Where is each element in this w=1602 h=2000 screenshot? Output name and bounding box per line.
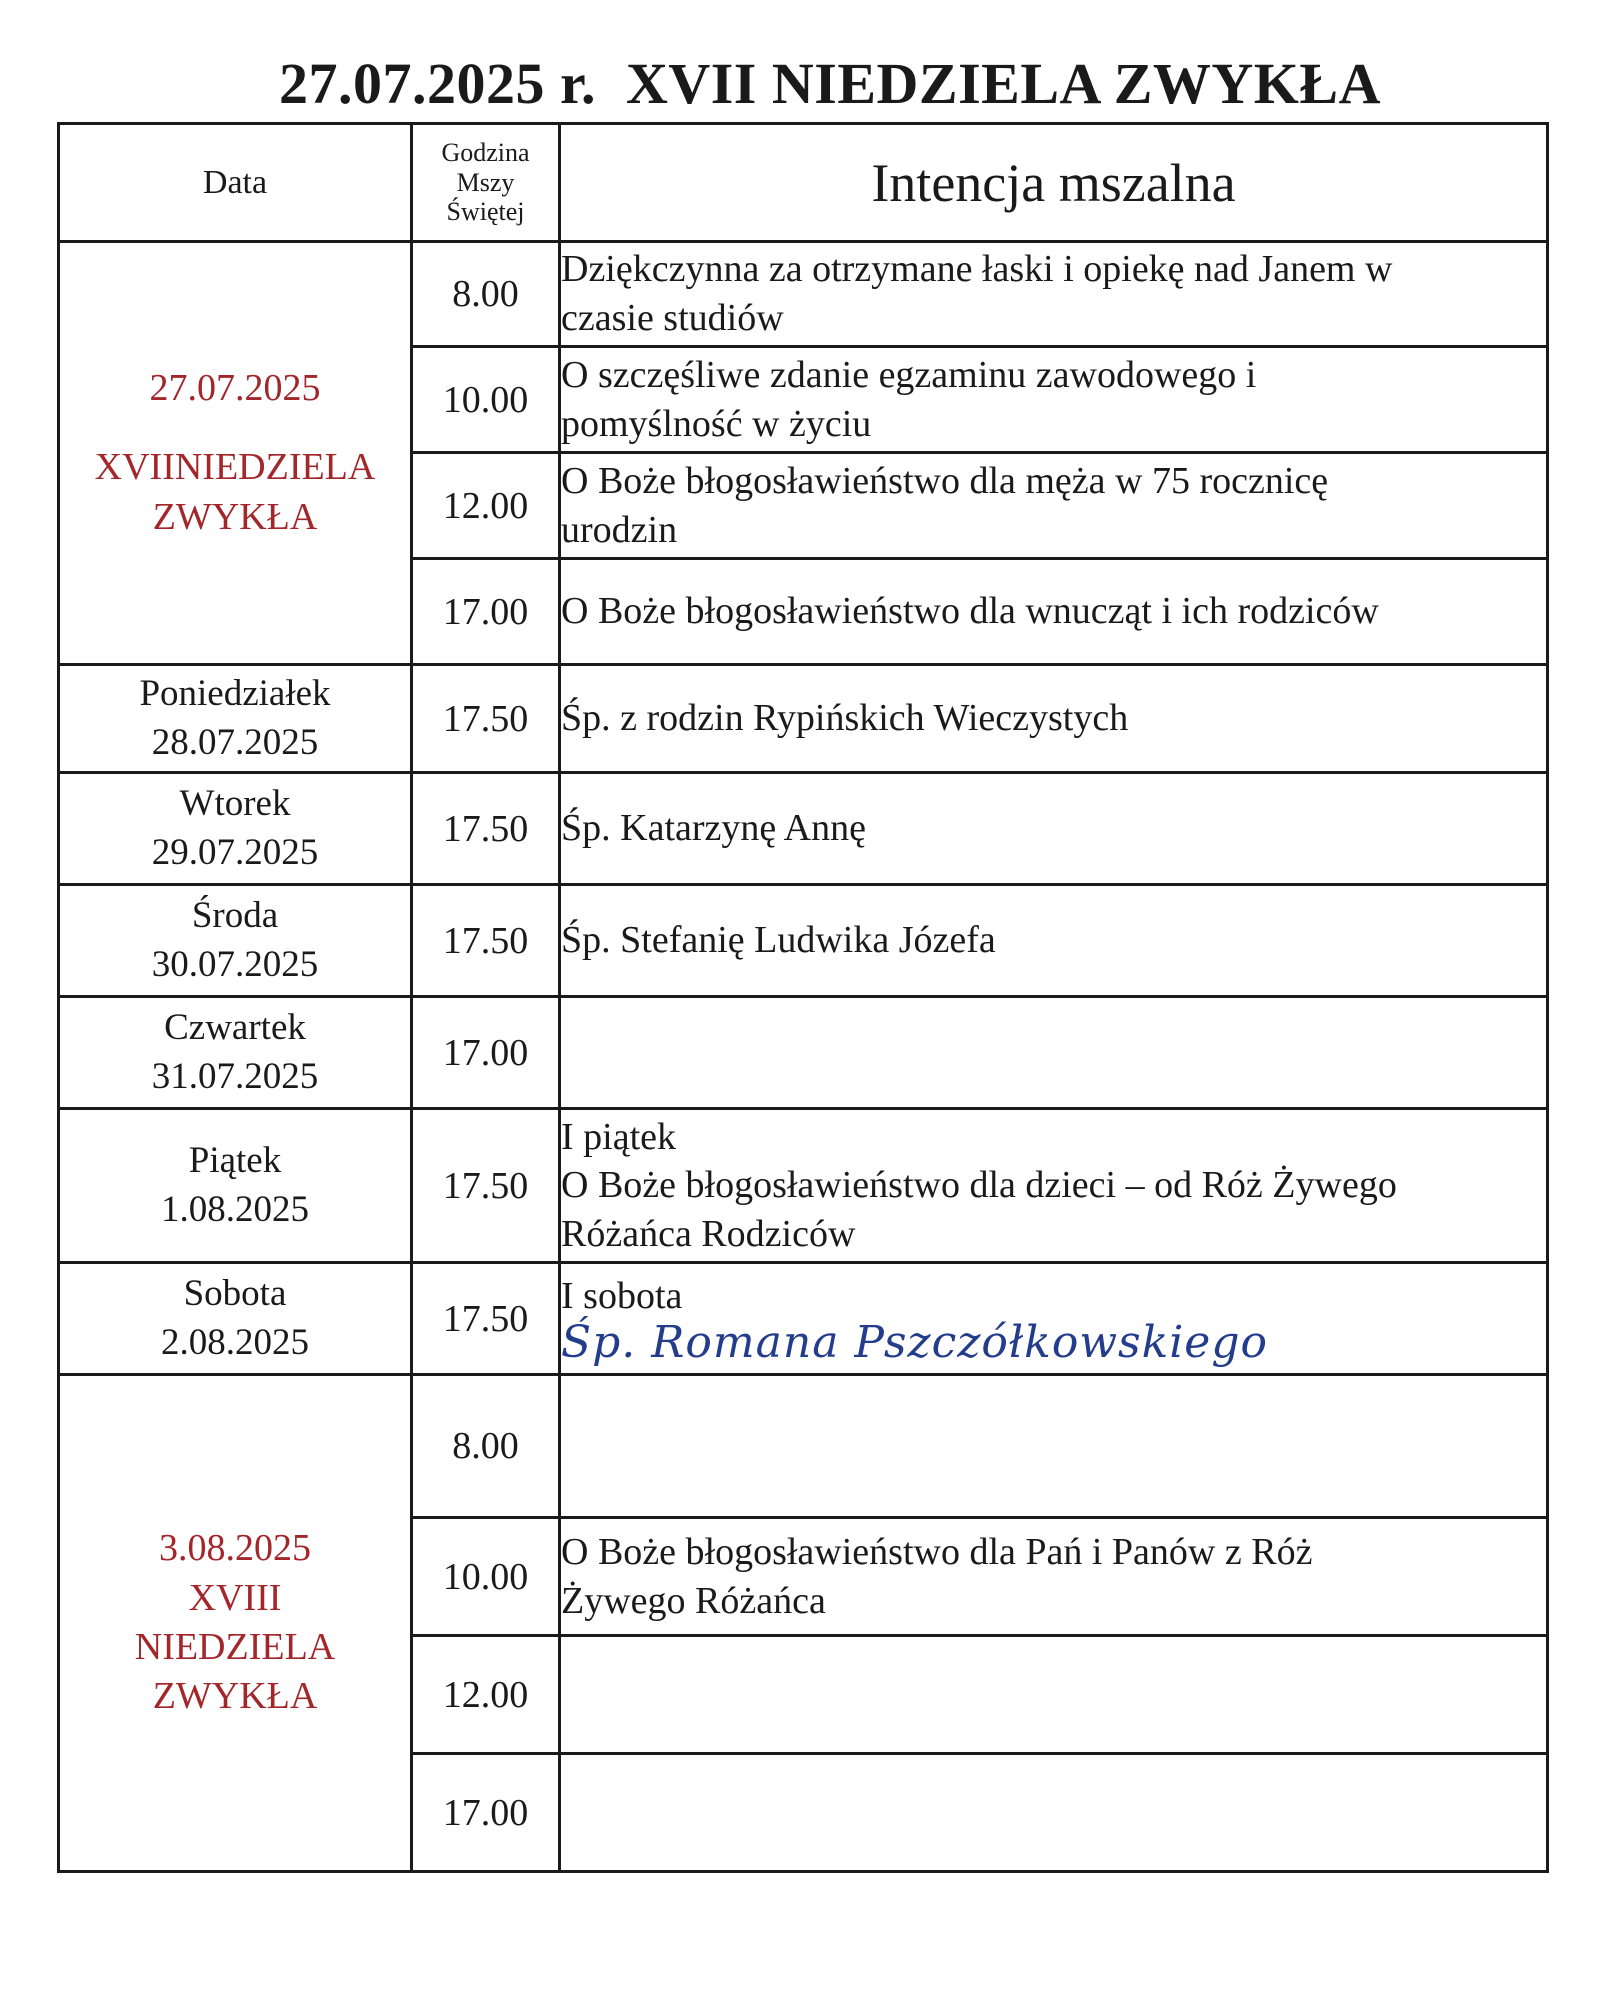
- table-row: [59, 773, 1548, 885]
- mass-time: 8.00: [412, 242, 560, 347]
- header-time-line: Godzina: [441, 137, 530, 167]
- date-line: Czwartek: [164, 1007, 306, 1049]
- mass-time: 10.00: [412, 1518, 560, 1636]
- intention-line: pomyślność w życiu: [561, 402, 872, 445]
- date-cell: [59, 665, 412, 773]
- intention-cell: [560, 347, 1548, 453]
- date-line: 29.07.2025: [151, 831, 319, 873]
- intention-cell: [560, 1109, 1548, 1263]
- table-row: [59, 1375, 1548, 1518]
- intention-cell: [560, 997, 1548, 1109]
- date-line: Wtorek: [179, 783, 291, 825]
- table-row: [59, 1109, 1548, 1263]
- date-cell: [59, 1375, 412, 1872]
- page-title: 27.07.2025 r. XVII NIEDZIELA ZWYKŁA: [279, 51, 1381, 116]
- mass-time: 17.50: [412, 773, 560, 885]
- intention-line: O Boże błogosławieństwo dla męża w 75 rocznicę: [561, 459, 1329, 502]
- intention-line: O Boże błogosławieństwo dla wnucząt i ich rodziców: [561, 590, 1379, 633]
- mass-time: 17.50: [412, 885, 560, 997]
- date-line: 28.07.2025: [151, 721, 319, 763]
- date-line: 31.07.2025: [151, 1055, 319, 1097]
- date-line: XVIII: [188, 1576, 282, 1619]
- intention-cell: [560, 453, 1548, 559]
- date-line: 3.08.2025: [159, 1527, 311, 1570]
- intention-line: Śp. z rodzin Rypińskich Wieczystych: [561, 697, 1129, 740]
- intention-cell: [560, 242, 1548, 347]
- intention-cell: [560, 1518, 1548, 1636]
- table-row: [59, 242, 1548, 347]
- date-line: 30.07.2025: [151, 943, 319, 985]
- date-cell: [59, 242, 412, 665]
- intention-cell: [560, 1754, 1548, 1872]
- date-line: 2.08.2025: [161, 1321, 309, 1363]
- intention-line: urodzin: [561, 508, 678, 551]
- date-line: Środa: [191, 895, 279, 937]
- date-cell: [59, 773, 412, 885]
- intention-line: Śp. Stefanię Ludwika Józefa: [561, 919, 996, 962]
- table-row: [59, 885, 1548, 997]
- header-time-line: Mszy: [456, 167, 515, 197]
- date-cell: [59, 885, 412, 997]
- intention-line: czasie studiów: [561, 297, 784, 339]
- intention-line: Śp. Katarzynę Annę: [561, 807, 866, 850]
- date-line: Sobota: [183, 1273, 287, 1315]
- intention-cell: [560, 1263, 1548, 1375]
- table-row: [59, 1263, 1548, 1375]
- date-line: Piątek: [188, 1140, 282, 1182]
- intention-cell: [560, 559, 1548, 665]
- intention-cell: [560, 665, 1548, 773]
- mass-time: 12.00: [412, 1636, 560, 1754]
- header-time: [412, 124, 560, 242]
- mass-schedule-table: [57, 122, 1549, 1873]
- date-line: 27.07.2025: [149, 366, 321, 409]
- date-line: ZWYKŁA: [152, 1675, 318, 1718]
- intention-line: Różańca Rodziców: [561, 1212, 856, 1255]
- handwritten-intention: Śp. Romana Pszczółkowskiego: [561, 1316, 1269, 1368]
- date-line: Poniedziałek: [139, 673, 331, 715]
- mass-time: 17.50: [412, 1263, 560, 1375]
- header-intention: Intencja mszalna: [560, 124, 1548, 242]
- mass-time: 17.50: [412, 1109, 560, 1263]
- intention-cell: [560, 773, 1548, 885]
- table-row: [59, 665, 1548, 773]
- date-cell: [59, 1263, 412, 1375]
- intention-line: Dziękczynna za otrzymane łaski i opiekę nad Janem w: [561, 248, 1393, 291]
- table-row: [59, 997, 1548, 1109]
- mass-time: 17.00: [412, 997, 560, 1109]
- intention-line: O szczęśliwe zdanie egzaminu zawodowego i: [561, 353, 1257, 396]
- intention-line: I piątek: [561, 1115, 677, 1158]
- mass-time: 17.50: [412, 665, 560, 773]
- intention-cell: [560, 1636, 1548, 1754]
- mass-time: 17.00: [412, 1754, 560, 1872]
- mass-time: 12.00: [412, 453, 560, 559]
- date-cell: [59, 997, 412, 1109]
- mass-time: 10.00: [412, 347, 560, 453]
- intention-line: O Boże błogosławieństwo dla Pań i Panów z Róż: [561, 1530, 1313, 1573]
- header-row: [59, 124, 1548, 242]
- intention-cell: [560, 885, 1548, 997]
- header-time-line: Świętej: [446, 197, 525, 227]
- date-line: ZWYKŁA: [152, 495, 318, 538]
- mass-time: 8.00: [412, 1375, 560, 1518]
- intention-line: I sobota: [561, 1275, 683, 1317]
- intention-line: Żywego Różańca: [561, 1579, 826, 1622]
- intention-line: O Boże błogosławieństwo dla dzieci – od Róż Żywego: [561, 1164, 1397, 1207]
- date-line: XVIINIEDZIELA: [94, 446, 376, 489]
- intention-cell: [560, 1375, 1548, 1518]
- date-line: NIEDZIELA: [134, 1626, 336, 1668]
- header-date: Data: [59, 124, 412, 242]
- mass-time: 17.00: [412, 559, 560, 665]
- date-cell: [59, 1109, 412, 1263]
- date-line: 1.08.2025: [161, 1188, 309, 1230]
